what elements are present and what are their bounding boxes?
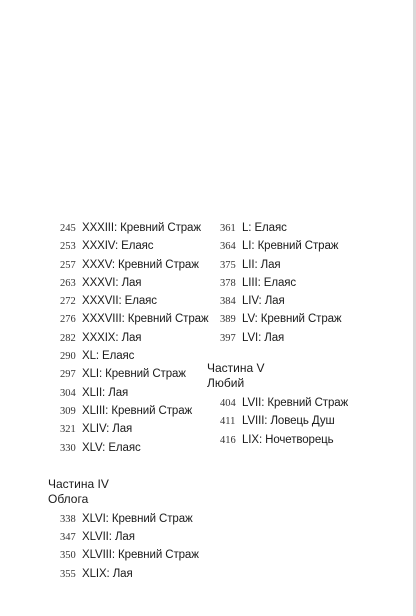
toc-entry <box>220 292 401 310</box>
page-number: 309 <box>60 405 76 417</box>
chapter-title: XLI: Кревний Страж <box>82 368 186 381</box>
chapter-title: XL: Елаяс <box>82 350 135 363</box>
chapter-title: XLIX: Лая <box>82 567 133 580</box>
part-iv-header <box>48 477 230 507</box>
toc-right-column <box>207 219 401 449</box>
chapter-title: XLV: Елаяс <box>82 441 141 454</box>
toc-entry-list <box>220 219 401 347</box>
chapter-title: XLVI: Кревний Страж <box>82 512 193 525</box>
page-number: 245 <box>60 223 76 234</box>
page-number: 404 <box>220 398 236 410</box>
toc-left-column <box>48 219 230 583</box>
chapter-title: XLVIII: Кревний Страж <box>82 549 199 562</box>
page-number: 347 <box>60 532 76 544</box>
chapter-title: XLVII: Лая <box>82 531 135 544</box>
chapter-title: LVI: Лая <box>242 331 285 344</box>
part-heading: Частина V <box>207 361 265 376</box>
toc-entry <box>60 565 230 583</box>
toc-entry <box>60 274 230 292</box>
page-number: 355 <box>60 568 76 580</box>
toc-entry <box>60 439 230 457</box>
toc-entry <box>60 347 230 365</box>
part-v-header <box>207 361 401 391</box>
toc-entry <box>220 329 401 347</box>
toc-entry <box>220 431 401 449</box>
part-subtitle: Любий <box>207 376 245 391</box>
toc-entry-list <box>60 510 230 583</box>
page-number: 375 <box>220 259 236 271</box>
toc-entry <box>60 510 230 528</box>
toc-entry <box>220 237 401 255</box>
page-number: 297 <box>60 369 76 381</box>
chapter-title: XLII: Лая <box>82 386 129 399</box>
toc-entry <box>60 420 230 438</box>
page-number: 321 <box>60 424 76 436</box>
page-number: 263 <box>60 277 76 289</box>
part-heading: Частина IV <box>48 476 109 491</box>
chapter-title: LIX: Ночетворець <box>242 433 334 446</box>
page-number: 411 <box>220 416 236 428</box>
toc-entry <box>220 394 401 412</box>
page-number: 304 <box>60 387 76 399</box>
chapter-title: LI: Кревний Страж <box>242 240 339 253</box>
toc-entry <box>60 237 230 255</box>
page-number: 272 <box>60 296 76 308</box>
page-number: 384 <box>220 296 236 308</box>
chapter-title: XXXIII: Кревний Страж <box>82 222 201 234</box>
toc-entry <box>60 310 230 328</box>
chapter-title: XXXVIII: Кревний Страж <box>82 313 209 326</box>
page-number: 378 <box>220 277 236 289</box>
chapter-title: XXXVI: Лая <box>82 276 142 289</box>
chapter-title: LVII: Кревний Страж <box>242 397 349 410</box>
part-subtitle: Облога <box>48 491 89 506</box>
chapter-title: XXXVII: Елаяс <box>82 295 157 308</box>
chapter-title: LV: Кревний Страж <box>242 313 342 326</box>
chapter-title: XXXV: Кревний Страж <box>82 258 199 271</box>
chapter-title: XLIV: Лая <box>82 423 133 436</box>
page-number: 397 <box>220 332 236 344</box>
page-number: 416 <box>220 434 236 446</box>
toc-entry <box>220 274 401 292</box>
toc-entry <box>220 219 401 237</box>
toc-entry <box>60 365 230 383</box>
toc-entry <box>60 329 230 347</box>
toc-entry-list <box>60 219 230 457</box>
page-number: 338 <box>60 513 76 525</box>
toc-entry <box>60 402 230 420</box>
page-number: 257 <box>60 259 76 271</box>
chapter-title: XXXIX: Лая <box>82 331 142 344</box>
chapter-title: XXXIV: Елаяс <box>82 240 154 253</box>
toc-entry <box>60 546 230 564</box>
toc-entry <box>60 528 230 546</box>
chapter-title: L: Елаяс <box>242 222 287 234</box>
toc-entry <box>220 256 401 274</box>
chapter-title: LVIII: Ловець Душ <box>242 415 335 428</box>
toc-entry <box>60 219 230 237</box>
page-number: 350 <box>60 550 76 562</box>
page-number: 282 <box>60 332 76 344</box>
page-number: 364 <box>220 241 236 253</box>
toc-entry <box>220 310 401 328</box>
toc-entry <box>60 256 230 274</box>
toc-entry-list <box>220 394 401 449</box>
page-number: 361 <box>220 223 236 234</box>
page-number: 253 <box>60 241 76 253</box>
toc-entry <box>60 384 230 402</box>
toc-entry <box>220 412 401 430</box>
page-number: 276 <box>60 314 76 326</box>
chapter-title: LII: Лая <box>242 258 281 271</box>
chapter-title: LIV: Лая <box>242 295 285 308</box>
chapter-title: LIII: Елаяс <box>242 276 297 289</box>
page-number: 330 <box>60 442 76 454</box>
chapter-title: XLIII: Кревний Страж <box>82 404 193 417</box>
page-number: 290 <box>60 351 76 363</box>
toc-entry <box>60 292 230 310</box>
page-number: 389 <box>220 314 236 326</box>
